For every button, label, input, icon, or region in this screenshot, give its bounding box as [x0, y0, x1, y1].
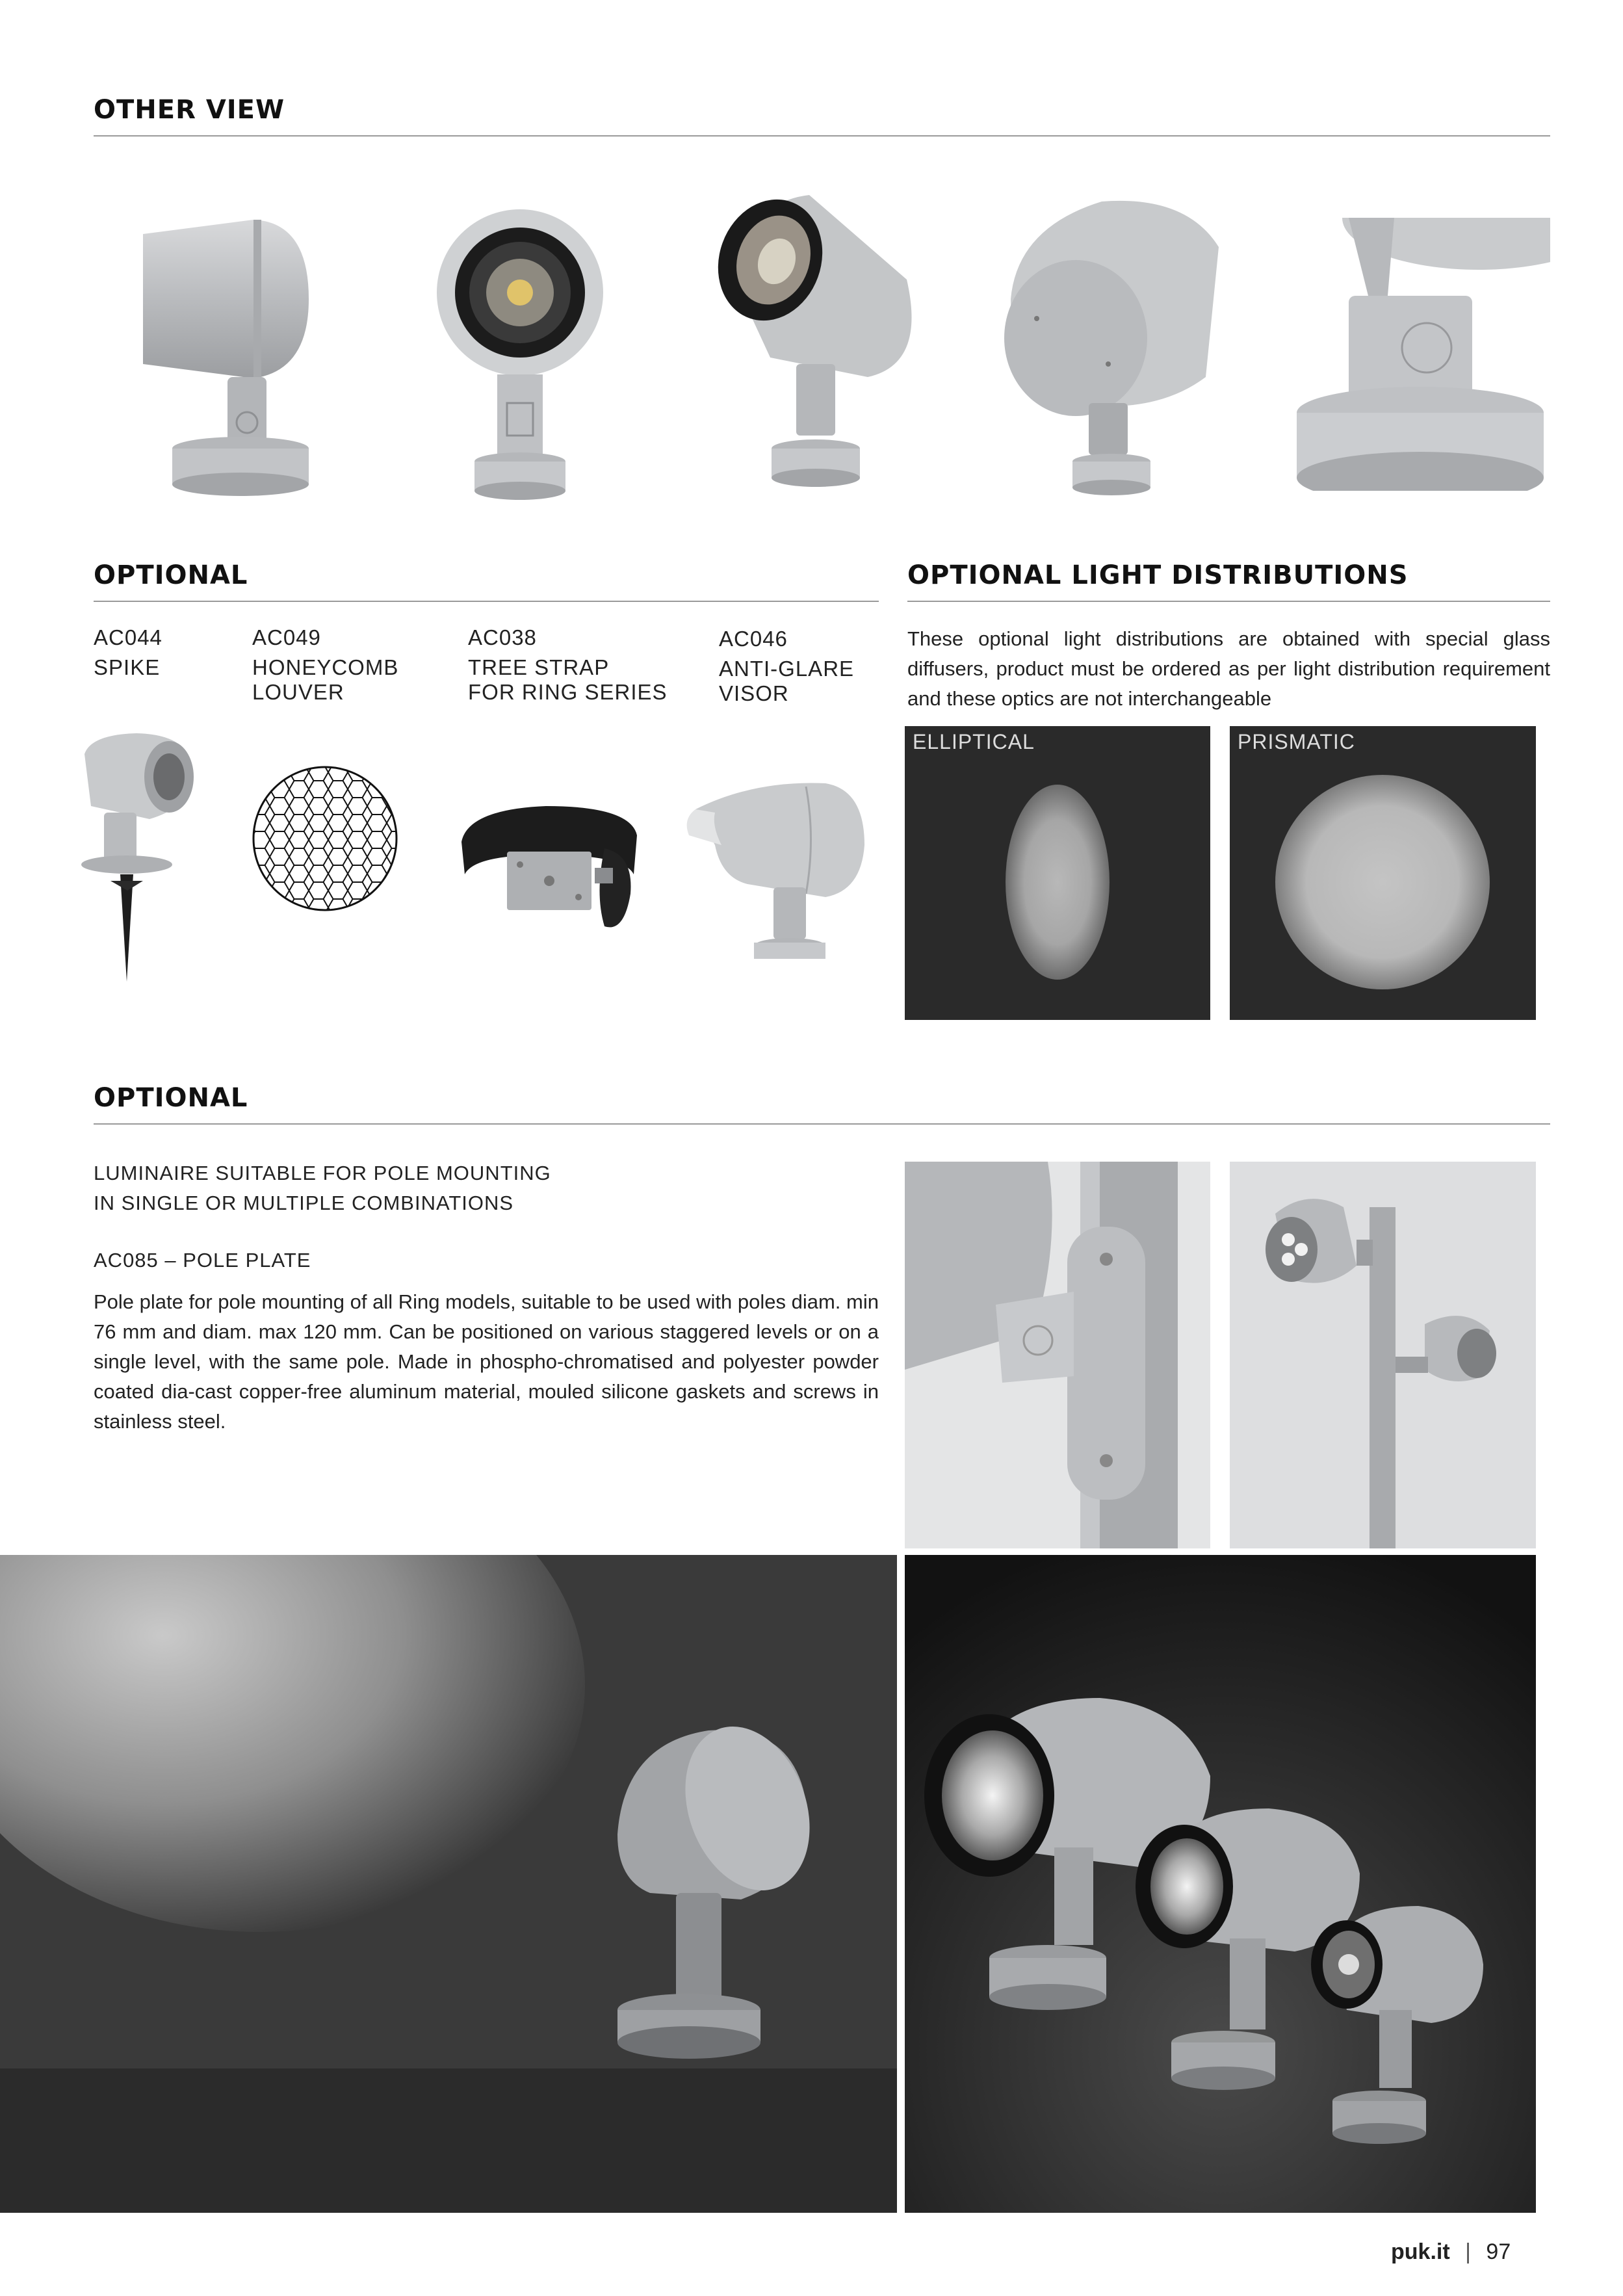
section-divider: [94, 601, 879, 602]
accessory-ac049: [252, 625, 398, 705]
product-view-side: [123, 208, 338, 507]
spike-image: [65, 728, 208, 988]
tree-strap-image: [455, 796, 643, 939]
section-divider: [94, 135, 1550, 137]
other-view-title: OTHER VIEW: [94, 95, 285, 125]
intro-line: IN SINGLE OR MULTIPLE COMBINATIONS: [94, 1192, 514, 1214]
accessory-name-line2: VISOR: [719, 681, 789, 705]
intro-line: LUMINAIRE SUITABLE FOR POLE MOUNTING: [94, 1162, 551, 1184]
section-divider: [907, 601, 1550, 602]
honeycomb-louver-image: [250, 764, 400, 913]
light-distributions-title: OPTIONAL LIGHT DISTRIBUTIONS: [907, 560, 1409, 590]
pole-plate-closeup-image: [905, 1162, 1210, 1548]
accessory-name: HONEYCOMB: [252, 655, 399, 679]
page-number: 97: [1486, 2239, 1511, 2264]
distribution-label: PRISMATIC: [1238, 730, 1355, 753]
product-view-detail: [1297, 218, 1550, 491]
pole-mounting-intro: [94, 1158, 551, 1218]
prismatic-beam: [1275, 775, 1490, 989]
accessory-name: TREE STRAP: [468, 655, 610, 679]
page-footer: [1391, 2239, 1511, 2265]
accessory-name-line2: LOUVER: [252, 680, 344, 704]
anti-glare-visor-image: [676, 774, 871, 962]
accessory-name-line2: FOR RING SERIES: [468, 680, 668, 704]
accessory-name: SPIKE: [94, 655, 161, 679]
accessory-ac038: [468, 625, 668, 705]
pole-plate-description: Pole plate for pole mounting of all Ring models, suitable to be used with poles diam. min 76 mm and diam. max 120 mm. Can be positioned on various staggered levels or on a single level, with the same pole. Made in phospho-chromatised and polyester powder coated dia-cast copper-free aluminum material, mouled silicone gaskets and screws in stainless steel.: [94, 1290, 879, 1433]
product-view-front: [435, 208, 604, 507]
accessory-code: AC046: [719, 627, 788, 651]
accessory-code: AC044: [94, 625, 162, 649]
distribution-label: ELLIPTICAL: [913, 730, 1035, 753]
accessory-ac046: [719, 627, 854, 706]
accessory-name: ANTI-GLARE: [719, 657, 855, 681]
accessory-code: AC049: [252, 625, 321, 649]
light-distributions-description: These optional light distributions are obtained with special glass diffusers, product must be ordered as per light distribution requirement and these optics are not interchangeable: [907, 627, 1550, 710]
product-family-photo: [905, 1555, 1536, 2213]
product-view-angled: [712, 189, 933, 507]
pole-plate-code: AC085 – POLE PLATE: [94, 1249, 311, 1272]
accessory-ac044: [94, 625, 162, 680]
footer-separator: |: [1465, 2239, 1471, 2264]
elliptical-beam: [1006, 785, 1110, 980]
optional-title: OPTIONAL: [94, 560, 248, 590]
brand-name: puk.it: [1391, 2239, 1450, 2264]
accessory-code: AC038: [468, 625, 537, 649]
elliptical-distribution-panel: [905, 726, 1210, 1020]
prismatic-distribution-panel: [1230, 726, 1536, 1020]
pole-mounting-title: OPTIONAL: [94, 1083, 248, 1113]
section-divider: [94, 1123, 1550, 1125]
lifestyle-photo-beam: [0, 1555, 897, 2213]
pole-multiple-mount-image: [1230, 1162, 1536, 1548]
product-view-rear: [991, 189, 1225, 507]
